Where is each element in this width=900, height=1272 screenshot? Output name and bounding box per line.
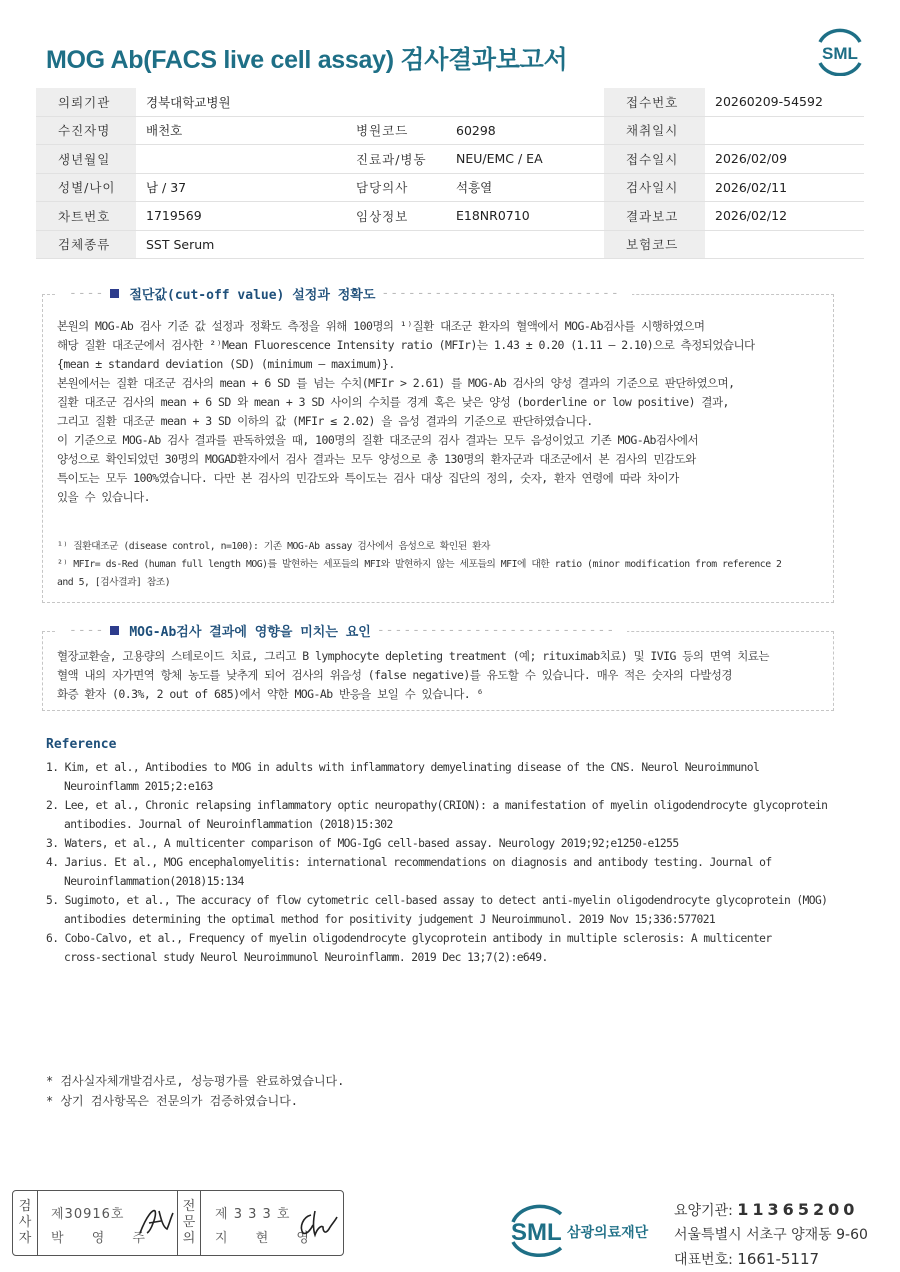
info-value: E18NR0710	[446, 202, 604, 231]
reference-title: Reference	[46, 737, 117, 752]
reference-list	[46, 758, 827, 967]
info-value	[446, 88, 604, 116]
reference-item: 3. Waters, et al., A multicenter comparison of MOG-IgG cell-based assay. Neurology 2019;92;e1250-e1255	[46, 837, 679, 850]
reference-item: antibodies determining the optimal method for positivity judgement J Neuroimmunol. 2019 Nov 15;336:577021	[64, 913, 716, 926]
text-line: {mean ± standard deviation (SD) (minimum – maximum)}.	[57, 357, 395, 371]
factors-heading: ---- MOG-Ab검사 결과에 영향을 미치는 요인 ---------------------------	[57, 621, 627, 640]
info-value: 2026/02/12	[705, 202, 864, 231]
info-label: 성별/나이	[36, 173, 136, 202]
reference-item: 6. Cobo-Calvo, et al., Frequency of myelin oligodendrocyte glycoprotein antibody in multiple sclerosis: A multicenter	[46, 932, 772, 945]
specialist-cell	[203, 1191, 343, 1255]
reference-item: Neuroinflamm 2015;2:e163	[64, 780, 213, 793]
info-value: 2026/02/09	[705, 145, 864, 174]
text-line: ²⁾ MFIr= ds-Red (human full length MOG)를 발현하는 세포들의 MFI와 발현하지 않는 세포들의 MFI에 대한 ratio (minor modification from reference 2	[57, 559, 782, 570]
reference-item: 5. Sugimoto, et al., The accuracy of flow cytometric cell-based assay to detect anti-myelin oligodendrocyte glycoprotein (MOG)	[46, 894, 828, 907]
reference-item: 1. Kim, et al., Antibodies to MOG in adults with inflammatory demyelinating disease of the CNS. Neurol Neuroimmunol	[46, 761, 760, 774]
note-line: * 상기 검사항목은 전문의가 검증하였습니다.	[46, 1094, 299, 1108]
info-row	[36, 202, 864, 231]
reference-item: 2. Lee, et al., Chronic relapsing inflammatory optic neuropathy(CRION): a manifestation of myelin oligodendrocyte glycoprotein	[46, 799, 828, 812]
patient-info-table	[36, 88, 864, 259]
cutoff-footnotes	[57, 538, 823, 592]
notes	[46, 1071, 344, 1111]
info-value	[705, 116, 864, 145]
text-line: 그리고 질환 대조군 mean + 3 SD 이하의 값 (MFIr ≤ 2.02) 을 음성 결과의 기준으로 판단하였습니다.	[57, 414, 593, 428]
text-line: and 5, [검사결과] 참조)	[57, 577, 171, 588]
info-label	[342, 88, 446, 116]
text-line: 질환 대조군 검사의 mean + 6 SD 와 mean + 3 SD 사이의 수치를 경계 혹은 낮은 양성 (borderline or low positive) 결과,	[57, 395, 729, 409]
text-line: 화증 환자 (0.3%, 2 out of 685)에서 약한 MOG-Ab 반응을 보일 수 있습니다. ⁶	[57, 687, 483, 701]
organization-info: 요양기관: 11365200 서울특별시 서초구 양재동 9-60 대표번호: 1661-5117	[674, 1200, 868, 1268]
info-label: 검체종류	[36, 230, 136, 259]
svg-text:삼광의료재단: 삼광의료재단	[567, 1225, 649, 1241]
info-value: SST Serum	[136, 230, 342, 259]
organization-address: 서울특별시 서초구 양재동 9-60	[674, 1227, 868, 1243]
text-line: 혈장교환술, 고용량의 스테로이드 치료, 그리고 B lymphocyte depleting treatment (예; rituximab치료) 및 IVIG 등의 면역 치료는	[57, 649, 769, 663]
info-row	[36, 145, 864, 174]
reference-item: antibodies. Journal of Neuroinflammation (2018)15:302	[64, 818, 393, 831]
info-label: 보험코드	[604, 230, 705, 259]
info-value: 1719569	[136, 202, 342, 231]
info-label: 생년월일	[36, 145, 136, 174]
factors-body	[57, 647, 823, 704]
cutoff-section	[42, 286, 834, 603]
info-label: 결과보고	[604, 202, 705, 231]
svg-text:SML: SML	[822, 44, 858, 63]
sml-foundation-logo	[509, 1200, 659, 1260]
info-row	[36, 173, 864, 202]
report-title: MOG Ab(FACS live cell assay) 검사결과보고서	[46, 46, 568, 74]
square-bullet-icon	[110, 289, 119, 298]
specialist-name: 지 현 영	[215, 1231, 321, 1246]
svg-text:SML: SML	[511, 1219, 562, 1246]
tester-name: 박 영 주	[51, 1231, 157, 1246]
info-label: 진료과/병동	[342, 145, 446, 174]
cutoff-body	[57, 317, 823, 507]
institution-code: 11365200	[737, 1200, 859, 1219]
info-value	[446, 230, 604, 259]
reference-item: 4. Jarius. Et al., MOG encephalomyelitis: international recommendations on diagnosis and antibody testing. Journal of	[46, 856, 772, 869]
text-line: 있을 수 있습니다.	[57, 490, 151, 504]
phone-number: 1661-5117	[737, 1250, 820, 1268]
reference-item: cross-sectional study Neurol Neuroimmunol Neuroinflamm. 2019 Dec 13;7(2):e649.	[64, 951, 548, 964]
info-value	[705, 230, 864, 259]
factors-section	[42, 623, 834, 711]
info-label: 의뢰기관	[36, 88, 136, 116]
tester-cell	[39, 1191, 177, 1255]
square-bullet-icon	[110, 626, 119, 635]
info-label: 병원코드	[342, 116, 446, 145]
info-label: 차트번호	[36, 202, 136, 231]
info-label: 수진자명	[36, 116, 136, 145]
info-value: 20260209-54592	[705, 88, 864, 116]
info-label: 임상정보	[342, 202, 446, 231]
sml-logo	[814, 28, 866, 76]
text-line: 혈액 내의 자가면역 항체 농도를 낮추게 되어 검사의 위음성 (false negative)를 유도할 수 있습니다. 매우 적은 숫자의 다발성경	[57, 668, 732, 682]
text-line: 본원에서는 질환 대조군 검사의 mean + 6 SD 를 넘는 수치(MFIr > 2.61) 를 MOG-Ab 검사의 양성 결과의 기준으로 판단하였으며,	[57, 376, 735, 390]
info-value: 남 / 37	[136, 173, 342, 202]
info-label	[342, 230, 446, 259]
specialist-label: 전 문 의	[177, 1191, 201, 1255]
tester-license-no: 제30916호	[51, 1207, 125, 1222]
info-label: 담당의사	[342, 173, 446, 202]
info-value: 석흥열	[446, 173, 604, 202]
info-value: 배천호	[136, 116, 342, 145]
info-value: NEU/EMC / EA	[446, 145, 604, 174]
text-line: ¹⁾ 질환대조군 (disease control, n=100): 기존 MOG-Ab assay 검사에서 음성으로 확인된 환자	[57, 541, 490, 552]
text-line: 이 기준으로 MOG-Ab 검사 결과를 판독하였을 때, 100명의 질환 대조군의 검사 결과는 모두 음성이었고 기존 MOG-Ab검사에서	[57, 433, 699, 447]
text-line: 본원의 MOG-Ab 검사 기준 값 설정과 정확도 측정을 위해 100명의 ¹⁾질환 대조군 환자의 혈액에서 MOG-Ab검사를 시행하였으며	[57, 319, 705, 333]
note-line: * 검사실자체개발검사로, 성능평가를 완료하였습니다.	[46, 1074, 345, 1088]
tester-label: 검 사 자	[13, 1191, 38, 1255]
info-row	[36, 88, 864, 116]
info-value: 60298	[446, 116, 604, 145]
info-label: 채취일시	[604, 116, 705, 145]
reference-item: Neuroinflammation(2018)15:134	[64, 875, 244, 888]
signature-stamp	[12, 1190, 344, 1256]
info-value	[136, 145, 342, 174]
info-label: 접수번호	[604, 88, 705, 116]
info-label: 접수일시	[604, 145, 705, 174]
text-line: 양성으로 확인되었던 30명의 MOGAD환자에서 검사 결과는 모두 양성으로 총 130명의 환자군과 대조군에서 본 검사의 민감도와	[57, 452, 696, 466]
info-value: 경북대학교병원	[136, 88, 342, 116]
info-row	[36, 230, 864, 259]
cutoff-heading: ---- 절단값(cut-off value) 설정과 정확도 ---------------------------	[57, 284, 632, 303]
text-line: 해당 질환 대조군에서 검사한 ²⁾Mean Fluorescence Intensity ratio (MFIr)는 1.43 ± 0.20 (1.11 – 2.10)으로 측정되었습니다	[57, 338, 755, 352]
tester-signature	[137, 1205, 177, 1239]
info-label: 검사일시	[604, 173, 705, 202]
specialist-signature	[295, 1207, 339, 1239]
text-line: 특이도는 모두 100%였습니다. 다만 본 검사의 민감도와 특이도는 검사 대상 집단의 정의, 숫자, 환자 연령에 따라 차이가	[57, 471, 679, 485]
info-value: 2026/02/11	[705, 173, 864, 202]
info-row	[36, 116, 864, 145]
specialist-license-no: 제 3 3 3 호	[215, 1207, 291, 1222]
